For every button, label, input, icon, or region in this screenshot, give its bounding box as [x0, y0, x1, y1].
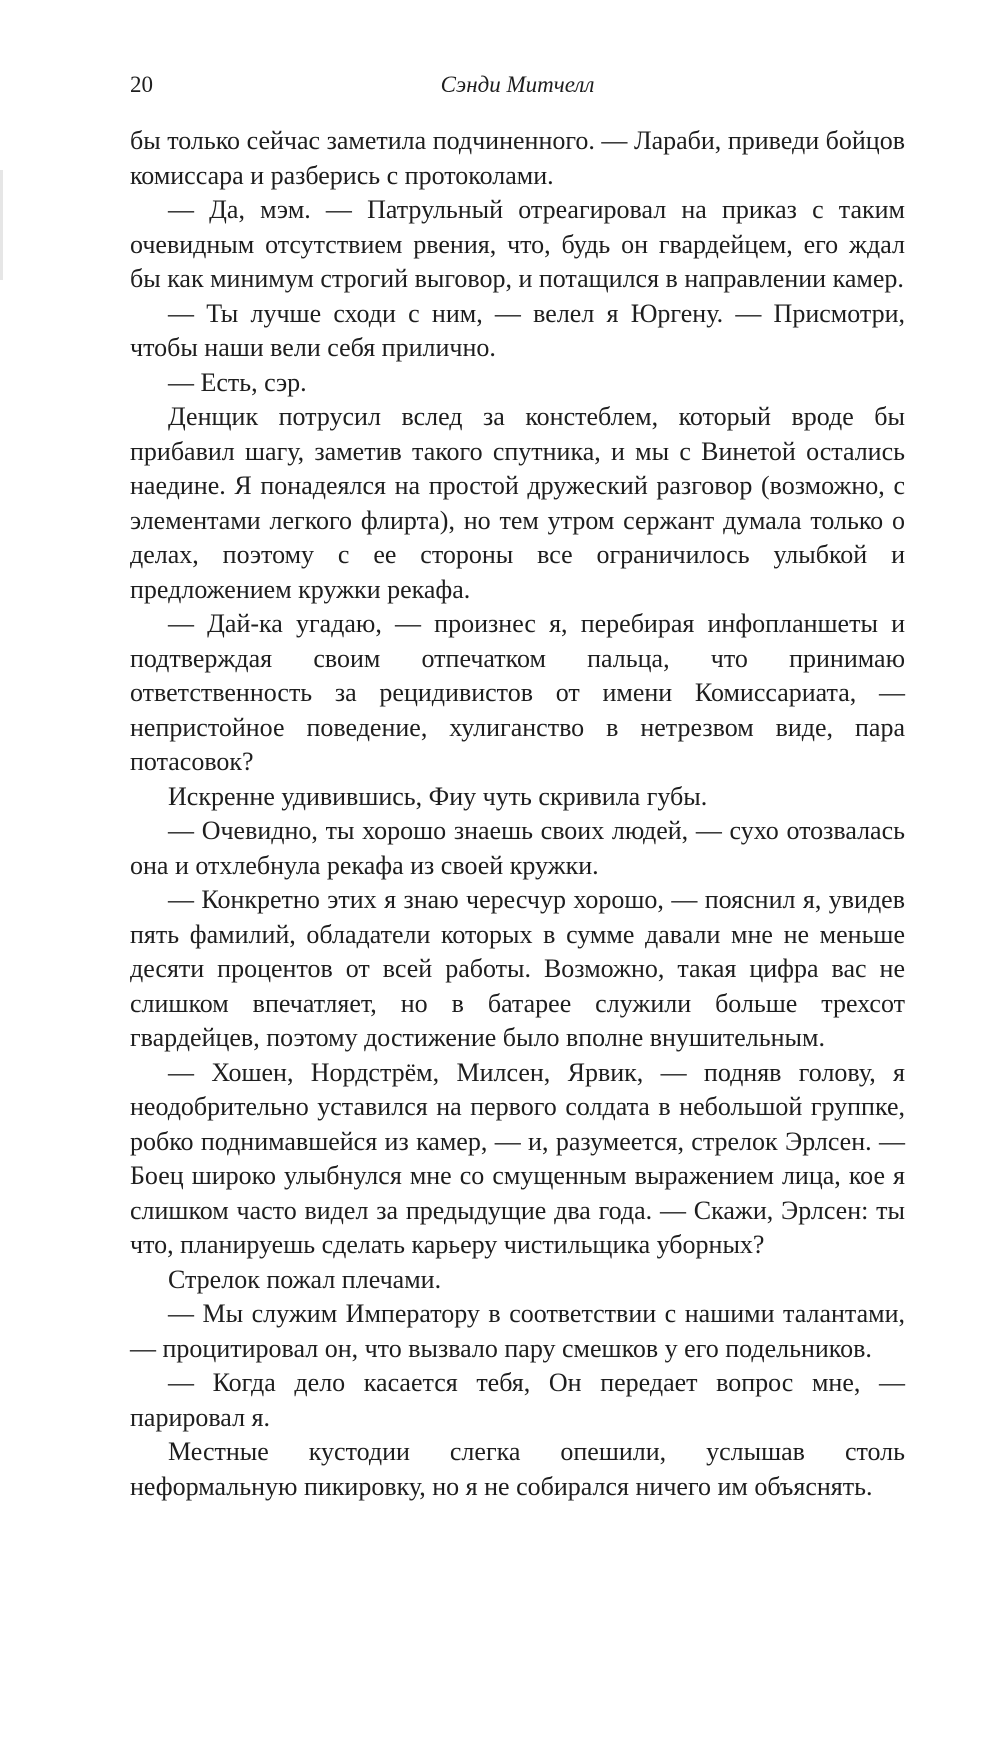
paragraph: Денщик потрусил вслед за констеблем, который вроде бы прибавил шагу, заметив такого спутника, и мы с Винетой остались наедине. Я понадеялся на простой дружеский разговор (возможно, с элементами легкого флирта), но тем утром сержант думала только о делах, поэтому с ее стороны все ограничилось улыбкой и предложением кружки рекафа.	[130, 402, 905, 604]
page-number: 20	[130, 72, 153, 97]
paragraph: Местные кустодии слегка опешили, услышав столь неформальную пикировку, но я не собирался ничего им объяснять.	[130, 1437, 905, 1501]
scan-edge-shadow	[0, 170, 3, 280]
paragraph: Стрелок пожал плечами.	[168, 1264, 442, 1294]
paragraph: — Мы служим Императору в соответствии с нашими талантами, — процитировал он, что вызвало пару смешков у его подельников.	[130, 1299, 905, 1363]
paragraph: — Очевидно, ты хорошо знаешь своих людей, — сухо отозвалась она и отхлебнула рекафа из своей кружки.	[130, 816, 905, 880]
paragraph: Искренне удивившись, Фиу чуть скривила губы.	[168, 781, 708, 811]
paragraph: — Да, мэм. — Патрульный отреагировал на приказ с таким очевидным отсутствием рвения, что, будь он гвардейцем, его ждал бы как минимум строгий выговор, и потащился в направлении камер.	[130, 195, 905, 293]
body-text	[130, 124, 905, 1504]
paragraph: бы только сейчас заметила подчиненного. — Лараби, приведи бойцов комиссара и разберись с протоколами.	[130, 126, 905, 190]
paragraph: — Когда дело касается тебя, Он передает вопрос мне, — парировал я.	[130, 1368, 905, 1432]
paragraph: — Хошен, Нордстрём, Милсен, Ярвик, — подняв голову, я неодобрительно уставился на первого солдата в небольшой группке, робко поднимавшейся из камер, — и, разумеется, стрелок Эрлсен. — Боец широко улыбнулся мне со смущенным выражением лица, кое я слишком часто видел за предыдущие два года. — Скажи, Эрлсен: ты что, планируешь сделать карьеру чистильщика уборных?	[130, 1057, 905, 1259]
paragraph: — Ты лучше сходи с ним, — велел я Юргену. — Присмотри, чтобы наши вели себя прилично.	[130, 298, 905, 362]
running-title: Сэнди Митчелл	[440, 72, 595, 97]
paragraph: — Есть, сэр.	[168, 367, 307, 397]
paragraph: — Дай-ка угадаю, — произнес я, перебирая инфопланшеты и подтверждая своим отпечатком пальца, что принимаю ответственность за рецидивистов от имени Комиссариата, — непристойное поведение, хулиганство в нетрезвом виде, пара потасовок?	[130, 609, 905, 776]
page-header	[130, 72, 905, 108]
paragraph: — Конкретно этих я знаю чересчур хорошо, — пояснил я, увидев пять фамилий, обладатели которых в сумме давали мне не меньше десяти процентов от всей работы. Возможно, такая цифра вас не слишком впечатляет, но в батарее служили больше трехсот гвардейцев, поэтому достижение было вполне внушительным.	[130, 885, 905, 1052]
